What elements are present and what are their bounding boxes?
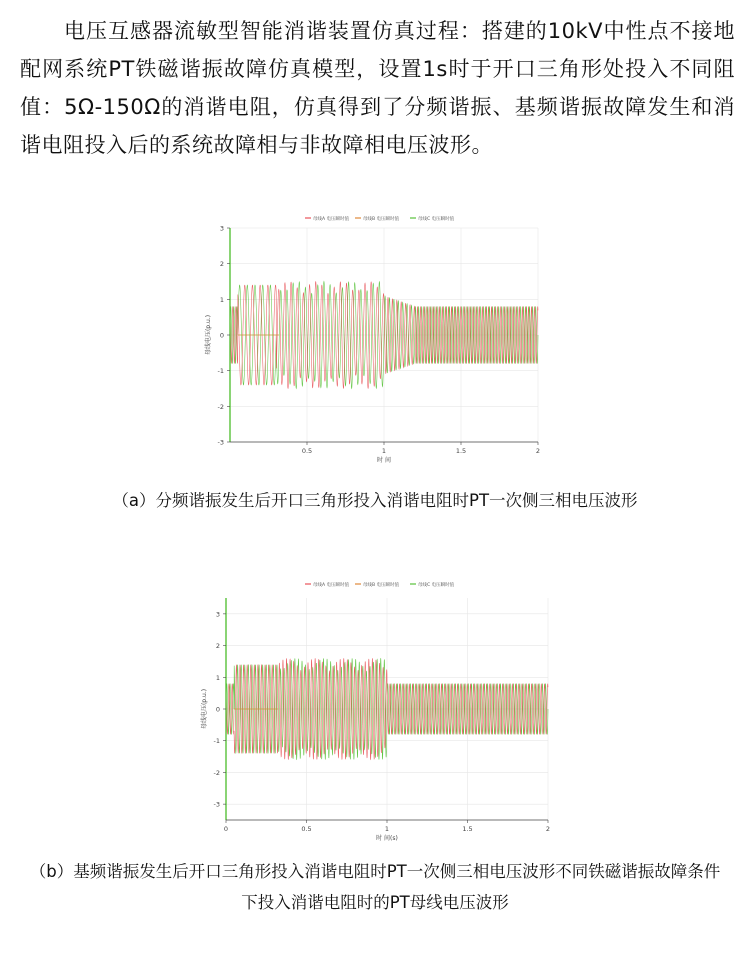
x-tick-label: 0.5 [301, 825, 312, 833]
y-tick-label: 2 [219, 260, 224, 269]
y-tick-label: 0 [215, 705, 220, 714]
x-axis-label: 时 间 [377, 457, 391, 464]
x-tick-label: 1 [384, 825, 390, 833]
legend-entry: 母线C 电压瞬时值 [418, 583, 455, 588]
y-tick-label: 0 [219, 331, 224, 340]
y-tick-label: 2 [215, 642, 220, 651]
intro-paragraph: 电压互感器流敏型智能消谐装置仿真过程：搭建的10kV中性点不接地配网系统PT铁磁谐振故障仿真模型，设置1s时于开口三角形处投入不同阻值：5Ω-150Ω的消谐电阻，仿真得到了分频谐振、基频谐振故障发生和消谐电阻投入后的系统故障相与非故障相电压波形。 [20, 19, 735, 157]
y-tick-label: -1 [217, 367, 224, 376]
x-tick-label: 1.5 [455, 447, 467, 455]
y-tick-label: -2 [213, 768, 220, 777]
x-tick-label: 1 [381, 447, 387, 455]
x-tick-label: 0.5 [301, 447, 313, 455]
y-tick-label: 1 [215, 673, 220, 682]
caption-b: （b）基频谐振发生后开口三角形投入消谐电阻时PT一次侧三相电压波形不同铁磁谐振故障条件下投入消谐电阻时的PT母线电压波形 [29, 862, 721, 912]
y-tick-label: -3 [213, 800, 220, 809]
chart-b [190, 578, 560, 850]
x-tick-label: 1.5 [462, 825, 473, 833]
x-axis-label: 时 间(s) [376, 835, 398, 842]
caption-a: （a）分频谐振发生后开口三角形投入消谐电阻时PT一次侧三相电压波形 [112, 491, 638, 510]
x-tick-label: 0 [223, 825, 229, 833]
y-tick-label: 3 [215, 610, 220, 619]
legend [305, 215, 455, 222]
legend-entry: 母线A 电压瞬时值 [313, 583, 350, 588]
y-axis-label: 母线电压(p.u.) [201, 688, 208, 730]
y-tick-label: -1 [213, 737, 220, 746]
y-tick-label: -3 [217, 438, 224, 447]
x-tick-label: 2 [535, 447, 541, 455]
y-tick-label: -2 [217, 402, 224, 411]
legend-entry: 母线C 电压瞬时值 [418, 217, 455, 222]
figure-a [190, 212, 560, 474]
chart-a [190, 212, 560, 474]
y-tick-label: 1 [219, 295, 224, 304]
figure-b [190, 578, 560, 850]
legend [305, 581, 455, 588]
x-tick-label: 2 [545, 825, 551, 833]
y-tick-label: 3 [219, 224, 224, 233]
legend-entry: 母线A 电压瞬时值 [313, 217, 350, 222]
legend-entry: 母线B 电压瞬时值 [363, 583, 400, 588]
legend-entry: 母线B 电压瞬时值 [363, 217, 400, 222]
y-axis-label: 母线电压(p.u.) [205, 314, 212, 356]
